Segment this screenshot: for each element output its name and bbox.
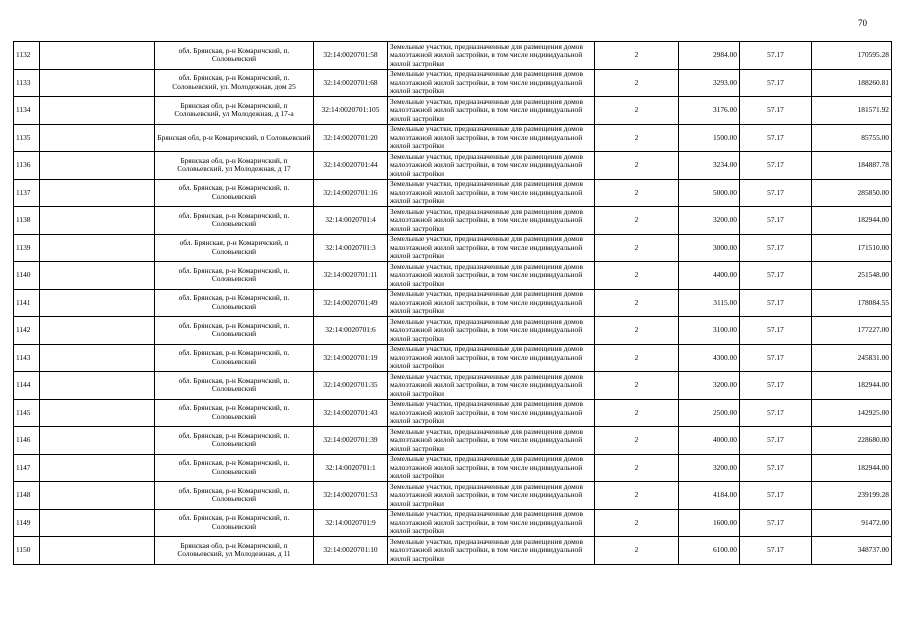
rate-cell: 57.17	[740, 69, 812, 97]
category-cell: 2	[595, 207, 679, 235]
cadastral-number-cell: 32:14:0020701:4	[314, 207, 388, 235]
area-cell: 2984.00	[679, 42, 740, 70]
row-number: 1134	[14, 97, 40, 125]
empty-cell	[40, 152, 155, 180]
cadastral-value-cell: 91472.00	[812, 509, 892, 537]
table-row	[14, 427, 892, 455]
rate-cell: 57.17	[740, 344, 812, 372]
rate-cell: 57.17	[740, 97, 812, 125]
address-cell: обл. Брянская, р-н Комаричский, п. Соловьевский	[155, 207, 314, 235]
category-cell: 2	[595, 179, 679, 207]
category-cell: 2	[595, 262, 679, 290]
rate-cell: 57.17	[740, 262, 812, 290]
category-cell: 2	[595, 97, 679, 125]
permitted-use-cell: Земельные участки, предназначенные для размещения домов малоэтажной жилой застройки, в том числе индивидуальной жилой застройки	[388, 262, 595, 290]
permitted-use-cell: Земельные участки, предназначенные для размещения домов малоэтажной жилой застройки, в том числе индивидуальной жилой застройки	[388, 234, 595, 262]
table-row	[14, 454, 892, 482]
address-cell: обл. Брянская, р-н Комаричский, п. Соловьевский	[155, 289, 314, 317]
rate-cell: 57.17	[740, 509, 812, 537]
cadastral-number-cell: 32:14:0020701:19	[314, 344, 388, 372]
row-number: 1143	[14, 344, 40, 372]
row-number: 1141	[14, 289, 40, 317]
permitted-use-cell: Земельные участки, предназначенные для размещения домов малоэтажной жилой застройки, в том числе индивидуальной жилой застройки	[388, 509, 595, 537]
category-cell: 2	[595, 124, 679, 152]
permitted-use-cell: Земельные участки, предназначенные для размещения домов малоэтажной жилой застройки, в том числе индивидуальной жилой застройки	[388, 179, 595, 207]
permitted-use-cell: Земельные участки, предназначенные для размещения домов малоэтажной жилой застройки, в том числе индивидуальной жилой застройки	[388, 42, 595, 70]
table-row	[14, 42, 892, 70]
category-cell: 2	[595, 454, 679, 482]
cadastral-value-cell: 85755.00	[812, 124, 892, 152]
row-number: 1139	[14, 234, 40, 262]
cadastral-number-cell: 32:14:0020701:68	[314, 69, 388, 97]
address-cell: обл. Брянская, р-н Комаричский, п. Соловьевский	[155, 454, 314, 482]
cadastral-value-cell: 142925.00	[812, 399, 892, 427]
row-number: 1149	[14, 509, 40, 537]
cadastral-number-cell: 32:14:0020701:16	[314, 179, 388, 207]
row-number: 1146	[14, 427, 40, 455]
rate-cell: 57.17	[740, 234, 812, 262]
category-cell: 2	[595, 427, 679, 455]
row-number: 1135	[14, 124, 40, 152]
permitted-use-cell: Земельные участки, предназначенные для размещения домов малоэтажной жилой застройки, в том числе индивидуальной жилой застройки	[388, 537, 595, 565]
address-cell: Брянская обл, р-н Комаричский, п Соловьевский, ул Молодежная, д 17	[155, 152, 314, 180]
area-cell: 1500.00	[679, 124, 740, 152]
table-row	[14, 399, 892, 427]
table-row	[14, 509, 892, 537]
cadastral-value-cell: 184887.78	[812, 152, 892, 180]
cadastral-number-cell: 32:14:0020701:1	[314, 454, 388, 482]
area-cell: 4400.00	[679, 262, 740, 290]
cadastral-number-cell: 32:14:0020701:6	[314, 317, 388, 345]
rate-cell: 57.17	[740, 454, 812, 482]
table-row	[14, 207, 892, 235]
cadastral-number-cell: 32:14:0020701:105	[314, 97, 388, 125]
category-cell: 2	[595, 152, 679, 180]
category-cell: 2	[595, 344, 679, 372]
empty-cell	[40, 454, 155, 482]
rate-cell: 57.17	[740, 427, 812, 455]
area-cell: 3293.00	[679, 69, 740, 97]
rate-cell: 57.17	[740, 317, 812, 345]
address-cell: обл. Брянская, р-н Комаричский, п. Соловьевский	[155, 344, 314, 372]
category-cell: 2	[595, 482, 679, 510]
permitted-use-cell: Земельные участки, предназначенные для размещения домов малоэтажной жилой застройки, в том числе индивидуальной жилой застройки	[388, 372, 595, 400]
cadastral-number-cell: 32:14:0020701:43	[314, 399, 388, 427]
address-cell: Брянская обл, р-н Комаричский, п Соловьевский, ул Молодежная, д 11	[155, 537, 314, 565]
address-cell: обл. Брянская, р-н Комаричский, п. Соловьевский	[155, 427, 314, 455]
cadastral-value-cell: 171510.00	[812, 234, 892, 262]
area-cell: 3200.00	[679, 207, 740, 235]
empty-cell	[40, 537, 155, 565]
cadastral-value-cell: 348737.00	[812, 537, 892, 565]
permitted-use-cell: Земельные участки, предназначенные для размещения домов малоэтажной жилой застройки, в том числе индивидуальной жилой застройки	[388, 97, 595, 125]
permitted-use-cell: Земельные участки, предназначенные для размещения домов малоэтажной жилой застройки, в том числе индивидуальной жилой застройки	[388, 69, 595, 97]
cadastral-number-cell: 32:14:0020701:3	[314, 234, 388, 262]
empty-cell	[40, 289, 155, 317]
category-cell: 2	[595, 372, 679, 400]
table-row	[14, 97, 892, 125]
cadastral-value-cell: 181571.92	[812, 97, 892, 125]
table-row	[14, 537, 892, 565]
table-row	[14, 482, 892, 510]
empty-cell	[40, 482, 155, 510]
address-cell: обл. Брянская, р-н Комаричский, п. Соловьевский	[155, 262, 314, 290]
cadastral-value-cell: 245831.00	[812, 344, 892, 372]
rate-cell: 57.17	[740, 372, 812, 400]
row-number: 1140	[14, 262, 40, 290]
address-cell: обл. Брянская, р-н Комаричский, п. Соловьевский	[155, 509, 314, 537]
area-cell: 2500.00	[679, 399, 740, 427]
empty-cell	[40, 372, 155, 400]
cadastral-number-cell: 32:14:0020701:35	[314, 372, 388, 400]
permitted-use-cell: Земельные участки, предназначенные для размещения домов малоэтажной жилой застройки, в том числе индивидуальной жилой застройки	[388, 482, 595, 510]
cadastral-number-cell: 32:14:0020701:9	[314, 509, 388, 537]
cadastral-value-cell: 182944.00	[812, 372, 892, 400]
address-cell: обл. Брянская, р-н Комаричский, п. Соловьевский	[155, 482, 314, 510]
cadastral-value-cell: 178084.55	[812, 289, 892, 317]
table-row	[14, 152, 892, 180]
category-cell: 2	[595, 537, 679, 565]
permitted-use-cell: Земельные участки, предназначенные для размещения домов малоэтажной жилой застройки, в том числе индивидуальной жилой застройки	[388, 399, 595, 427]
table-row	[14, 234, 892, 262]
row-number: 1150	[14, 537, 40, 565]
rate-cell: 57.17	[740, 399, 812, 427]
address-cell: обл. Брянская, р-н Комаричский, п. Соловьевский	[155, 317, 314, 345]
address-cell: обл. Брянская, р-н Комаричский, п. Соловьевский	[155, 179, 314, 207]
cadastral-number-cell: 32:14:0020701:44	[314, 152, 388, 180]
table-row	[14, 262, 892, 290]
empty-cell	[40, 427, 155, 455]
category-cell: 2	[595, 317, 679, 345]
permitted-use-cell: Земельные участки, предназначенные для размещения домов малоэтажной жилой застройки, в том числе индивидуальной жилой застройки	[388, 344, 595, 372]
rate-cell: 57.17	[740, 179, 812, 207]
empty-cell	[40, 344, 155, 372]
row-number: 1137	[14, 179, 40, 207]
area-cell: 3200.00	[679, 454, 740, 482]
table-row	[14, 317, 892, 345]
rate-cell: 57.17	[740, 537, 812, 565]
cadastral-number-cell: 32:14:0020701:20	[314, 124, 388, 152]
empty-cell	[40, 97, 155, 125]
empty-cell	[40, 317, 155, 345]
row-number: 1142	[14, 317, 40, 345]
address-cell: Брянская обл, р-н Комаричский, п Соловьевский	[155, 124, 314, 152]
permitted-use-cell: Земельные участки, предназначенные для размещения домов малоэтажной жилой застройки, в том числе индивидуальной жилой застройки	[388, 317, 595, 345]
area-cell: 6100.00	[679, 537, 740, 565]
area-cell: 3200.00	[679, 372, 740, 400]
cadastral-value-cell: 182944.00	[812, 207, 892, 235]
permitted-use-cell: Земельные участки, предназначенные для размещения домов малоэтажной жилой застройки, в том числе индивидуальной жилой застройки	[388, 207, 595, 235]
cadastral-value-cell: 285850.00	[812, 179, 892, 207]
table-row	[14, 179, 892, 207]
row-number: 1144	[14, 372, 40, 400]
empty-cell	[40, 42, 155, 70]
area-cell: 3176.00	[679, 97, 740, 125]
empty-cell	[40, 207, 155, 235]
cadastral-number-cell: 32:14:0020701:53	[314, 482, 388, 510]
area-cell: 4300.00	[679, 344, 740, 372]
area-cell: 5000.00	[679, 179, 740, 207]
area-cell: 4000.00	[679, 427, 740, 455]
area-cell: 4184.00	[679, 482, 740, 510]
address-cell: Брянская обл, р-н Комаричский, п Соловьевский, ул Молодежная, д 17-а	[155, 97, 314, 125]
empty-cell	[40, 124, 155, 152]
row-number: 1132	[14, 42, 40, 70]
cadastral-value-cell: 239199.28	[812, 482, 892, 510]
cadastral-value-cell: 170595.28	[812, 42, 892, 70]
empty-cell	[40, 179, 155, 207]
row-number: 1133	[14, 69, 40, 97]
area-cell: 1600.00	[679, 509, 740, 537]
category-cell: 2	[595, 42, 679, 70]
empty-cell	[40, 262, 155, 290]
cadastral-value-cell: 188260.81	[812, 69, 892, 97]
address-cell: обл. Брянская, р-н Комаричский, п Соловьевский	[155, 234, 314, 262]
category-cell: 2	[595, 399, 679, 427]
empty-cell	[40, 399, 155, 427]
area-cell: 3100.00	[679, 317, 740, 345]
category-cell: 2	[595, 289, 679, 317]
cadastral-number-cell: 32:14:0020701:11	[314, 262, 388, 290]
address-cell: обл. Брянская, р-н Комаричский, п. Соловьевский	[155, 399, 314, 427]
cadastral-number-cell: 32:14:0020701:49	[314, 289, 388, 317]
table-row	[14, 344, 892, 372]
cadastral-value-cell: 251548.00	[812, 262, 892, 290]
rate-cell: 57.17	[740, 152, 812, 180]
permitted-use-cell: Земельные участки, предназначенные для размещения домов малоэтажной жилой застройки, в том числе индивидуальной жилой застройки	[388, 152, 595, 180]
cadastral-number-cell: 32:14:0020701:39	[314, 427, 388, 455]
page-number: 70	[858, 18, 867, 28]
cadastral-number-cell: 32:14:0020701:10	[314, 537, 388, 565]
category-cell: 2	[595, 509, 679, 537]
cadastral-number-cell: 32:14:0020701:58	[314, 42, 388, 70]
address-cell: обл. Брянская, р-н Комаричский, п. Соловьевский	[155, 372, 314, 400]
table-row	[14, 372, 892, 400]
rate-cell: 57.17	[740, 207, 812, 235]
permitted-use-cell: Земельные участки, предназначенные для размещения домов малоэтажной жилой застройки, в том числе индивидуальной жилой застройки	[388, 454, 595, 482]
row-number: 1138	[14, 207, 40, 235]
table-row	[14, 289, 892, 317]
table-row	[14, 124, 892, 152]
empty-cell	[40, 69, 155, 97]
area-cell: 3000.00	[679, 234, 740, 262]
row-number: 1147	[14, 454, 40, 482]
rate-cell: 57.17	[740, 124, 812, 152]
area-cell: 3115.00	[679, 289, 740, 317]
land-registry-table	[13, 41, 892, 565]
row-number: 1136	[14, 152, 40, 180]
permitted-use-cell: Земельные участки, предназначенные для размещения домов малоэтажной жилой застройки, в том числе индивидуальной жилой застройки	[388, 427, 595, 455]
rate-cell: 57.17	[740, 42, 812, 70]
row-number: 1145	[14, 399, 40, 427]
row-number: 1148	[14, 482, 40, 510]
empty-cell	[40, 234, 155, 262]
permitted-use-cell: Земельные участки, предназначенные для размещения домов малоэтажной жилой застройки, в том числе индивидуальной жилой застройки	[388, 289, 595, 317]
category-cell: 2	[595, 234, 679, 262]
category-cell: 2	[595, 69, 679, 97]
address-cell: обл. Брянская, р-н Комаричский, п. Соловьевский, ул. Молодежная, дом 25	[155, 69, 314, 97]
empty-cell	[40, 509, 155, 537]
cadastral-value-cell: 182944.00	[812, 454, 892, 482]
address-cell: обл. Брянская, р-н Комаричский, п. Соловьевский	[155, 42, 314, 70]
cadastral-value-cell: 177227.00	[812, 317, 892, 345]
rate-cell: 57.17	[740, 289, 812, 317]
rate-cell: 57.17	[740, 482, 812, 510]
permitted-use-cell: Земельные участки, предназначенные для размещения домов малоэтажной жилой застройки, в том числе индивидуальной жилой застройки	[388, 124, 595, 152]
table-row	[14, 69, 892, 97]
cadastral-value-cell: 228680.00	[812, 427, 892, 455]
area-cell: 3234.00	[679, 152, 740, 180]
